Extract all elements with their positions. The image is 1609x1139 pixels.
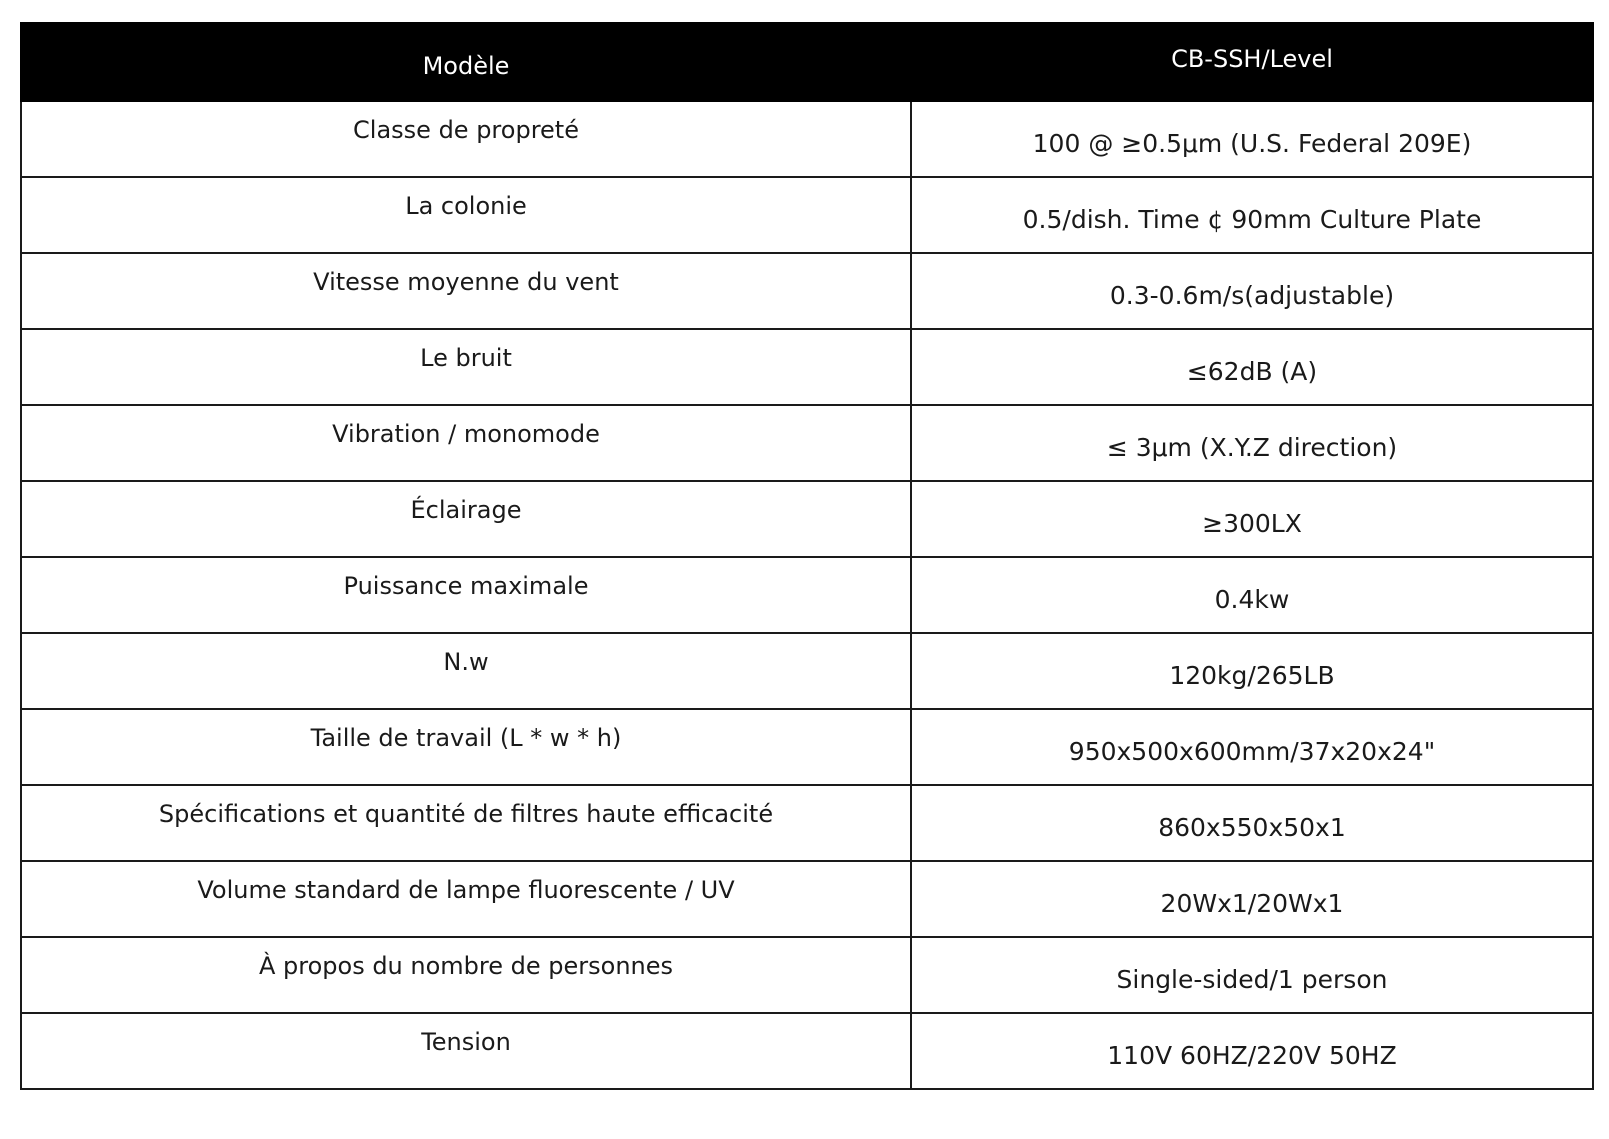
row-label: Tension — [21, 1013, 911, 1089]
row-label: À propos du nombre de personnes — [21, 937, 911, 1013]
row-value: 0.4kw — [911, 557, 1593, 633]
table-row — [21, 1013, 1593, 1089]
table-row — [21, 481, 1593, 557]
row-label: Vibration / monomode — [21, 405, 911, 481]
header-model-label: Modèle — [21, 23, 911, 101]
table-row — [21, 633, 1593, 709]
row-value: Single-sided/1 person — [911, 937, 1593, 1013]
row-label: Puissance maximale — [21, 557, 911, 633]
row-value: ≤62dB (A) — [911, 329, 1593, 405]
row-label: La colonie — [21, 177, 911, 253]
spec-table — [20, 22, 1594, 1090]
table-row — [21, 329, 1593, 405]
table-row — [21, 709, 1593, 785]
row-value: ≥300LX — [911, 481, 1593, 557]
table-row — [21, 253, 1593, 329]
table-row — [21, 937, 1593, 1013]
row-label: Volume standard de lampe fluorescente / UV — [21, 861, 911, 937]
row-value: 950x500x600mm/37x20x24" — [911, 709, 1593, 785]
table-row — [21, 101, 1593, 177]
row-label: Vitesse moyenne du vent — [21, 253, 911, 329]
row-value: 100 @ ≥0.5μm (U.S. Federal 209E) — [911, 101, 1593, 177]
row-label: Éclairage — [21, 481, 911, 557]
row-value: 0.5/dish. Time ¢ 90mm Culture Plate — [911, 177, 1593, 253]
row-value: ≤ 3μm (X.Y.Z direction) — [911, 405, 1593, 481]
row-value: 110V 60HZ/220V 50HZ — [911, 1013, 1593, 1089]
row-label: Classe de propreté — [21, 101, 911, 177]
table-row — [21, 557, 1593, 633]
header-model-value: CB-SSH/Level — [911, 23, 1593, 101]
table-row — [21, 861, 1593, 937]
table-header-row — [21, 23, 1593, 101]
row-label: Le bruit — [21, 329, 911, 405]
row-value: 0.3-0.6m/s(adjustable) — [911, 253, 1593, 329]
table-row — [21, 177, 1593, 253]
row-label: Spécifications et quantité de filtres haute efficacité — [21, 785, 911, 861]
table-row — [21, 405, 1593, 481]
row-value: 860x550x50x1 — [911, 785, 1593, 861]
row-label: Taille de travail (L * w * h) — [21, 709, 911, 785]
row-value: 120kg/265LB — [911, 633, 1593, 709]
row-value: 20Wx1/20Wx1 — [911, 861, 1593, 937]
table-row — [21, 785, 1593, 861]
row-label: N.w — [21, 633, 911, 709]
